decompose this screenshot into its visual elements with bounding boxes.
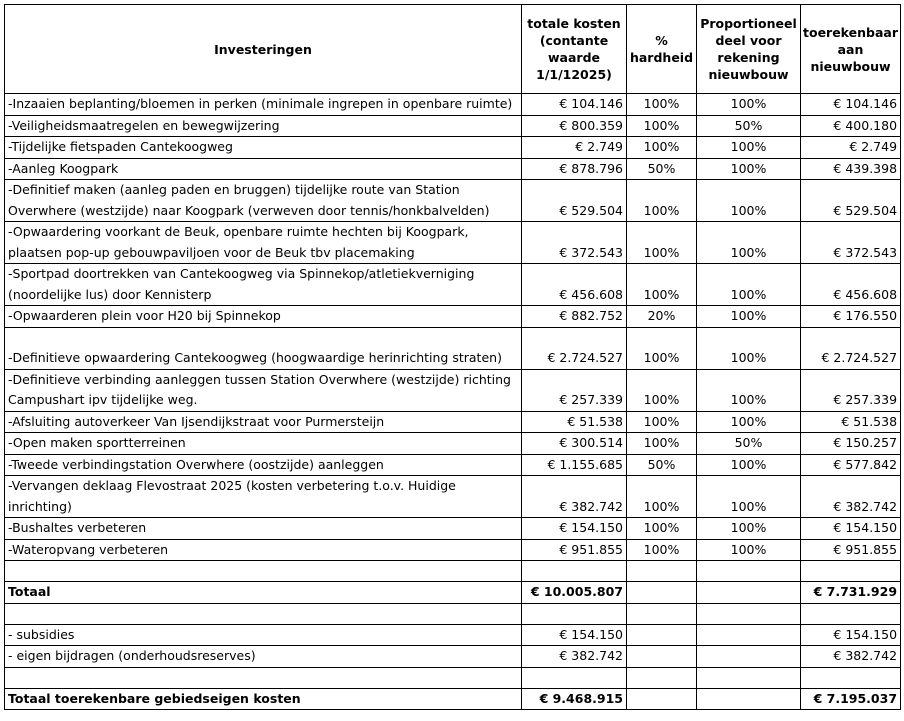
row-kosten: € 382.742 [522, 476, 627, 518]
table-row [5, 264, 901, 306]
totaal-kosten: € 10.005.807 [522, 582, 627, 604]
row-toerekenbaar: € 439.398 [801, 158, 901, 180]
row-hardheid: 100% [627, 369, 697, 411]
row-proportioneel: 100% [697, 222, 801, 264]
table-row [5, 411, 901, 433]
row-proportioneel: 100% [697, 180, 801, 222]
row-proportioneel: 100% [697, 518, 801, 540]
row-hardheid: 100% [627, 137, 697, 159]
table-row [5, 158, 901, 180]
row-kosten: € 257.339 [522, 369, 627, 411]
row-description: -Open maken sportterreinen [5, 433, 522, 455]
row-kosten: € 51.538 [522, 411, 627, 433]
row-proportioneel: 100% [697, 476, 801, 518]
row-description: -Afsluiting autoverkeer Van Ijsendijkstraat voor Purmersteijn [5, 411, 522, 433]
subsidies-kosten: € 154.150 [522, 624, 627, 646]
row-proportioneel: 100% [697, 264, 801, 306]
row-hardheid: 50% [627, 454, 697, 476]
row-kosten: € 882.752 [522, 306, 627, 328]
header-investeringen: Investeringen [5, 5, 522, 94]
row-description: -Inzaaien beplanting/bloemen in perken (minimale ingrepen in openbare ruimte) [5, 94, 522, 116]
row-toerekenbaar: € 456.608 [801, 264, 901, 306]
row-toerekenbaar: € 2.749 [801, 137, 901, 159]
empty-row [5, 561, 901, 582]
header-toerekenbaar: toerekenbaar aan nieuwbouw [801, 5, 901, 94]
eind-toerekenbaar: € 7.195.037 [801, 688, 901, 710]
table-row [5, 137, 901, 159]
row-description: -Vervangen deklaag Flevostraat 2025 (kosten verbetering t.o.v. Huidige inrichting) [5, 476, 522, 518]
row-hardheid: 100% [627, 518, 697, 540]
table-row [5, 94, 901, 116]
row-hardheid: 100% [627, 327, 697, 369]
row-kosten: € 300.514 [522, 433, 627, 455]
row-description: -Bushaltes verbeteren [5, 518, 522, 540]
row-proportioneel: 50% [697, 115, 801, 137]
row-proportioneel: 100% [697, 158, 801, 180]
empty-row [5, 667, 901, 688]
row-proportioneel: 100% [697, 327, 801, 369]
header-totale-kosten: totale kosten (contante waarde 1/1/12025) [522, 5, 627, 94]
row-proportioneel: 100% [697, 454, 801, 476]
table-row [5, 454, 901, 476]
row-toerekenbaar: € 951.855 [801, 539, 901, 561]
row-kosten: € 529.504 [522, 180, 627, 222]
row-kosten: € 951.855 [522, 539, 627, 561]
row-hardheid: 100% [627, 264, 697, 306]
row-description: -Veiligheidsmaatregelen en bewegwijzering [5, 115, 522, 137]
row-proportioneel: 100% [697, 306, 801, 328]
row-kosten: € 800.359 [522, 115, 627, 137]
table-row [5, 306, 901, 328]
row-kosten: € 2.724.527 [522, 327, 627, 369]
table-row [5, 180, 901, 222]
row-description: -Aanleg Koogpark [5, 158, 522, 180]
header-proportioneel: Proportioneel deel voor rekening nieuwbouw [697, 5, 801, 94]
eigen-kosten: € 382.742 [522, 646, 627, 668]
row-proportioneel: 100% [697, 539, 801, 561]
row-kosten: € 154.150 [522, 518, 627, 540]
row-proportioneel: 50% [697, 433, 801, 455]
eindtotaal-row [5, 688, 901, 710]
row-toerekenbaar: € 529.504 [801, 180, 901, 222]
table-row [5, 369, 901, 411]
row-hardheid: 100% [627, 180, 697, 222]
subsidies-toerekenbaar: € 154.150 [801, 624, 901, 646]
eigen-toerekenbaar: € 382.742 [801, 646, 901, 668]
eigen-label: - eigen bijdragen (onderhoudsreserves) [5, 646, 522, 668]
row-proportioneel: 100% [697, 411, 801, 433]
row-description: -Tijdelijke fietspaden Cantekoogweg [5, 137, 522, 159]
eigen-bijdragen-row [5, 646, 901, 668]
row-hardheid: 100% [627, 115, 697, 137]
row-description: -Definitieve opwaardering Cantekoogweg (hoogwaardige herinrichting straten) [5, 327, 522, 369]
investment-table [4, 4, 901, 710]
row-toerekenbaar: € 382.742 [801, 476, 901, 518]
row-hardheid: 100% [627, 476, 697, 518]
row-proportioneel: 100% [697, 137, 801, 159]
row-toerekenbaar: € 51.538 [801, 411, 901, 433]
header-hardheid: % hardheid [627, 5, 697, 94]
row-description: -Tweede verbindingstation Overwhere (oostzijde) aanleggen [5, 454, 522, 476]
row-kosten: € 372.543 [522, 222, 627, 264]
table-row [5, 115, 901, 137]
row-toerekenbaar: € 372.543 [801, 222, 901, 264]
row-toerekenbaar: € 176.550 [801, 306, 901, 328]
row-toerekenbaar: € 104.146 [801, 94, 901, 116]
row-hardheid: 50% [627, 158, 697, 180]
table-row [5, 476, 901, 518]
table-row [5, 433, 901, 455]
eind-label: Totaal toerekenbare gebiedseigen kosten [5, 688, 522, 710]
totaal-row [5, 582, 901, 604]
row-description: -Opwaarderen plein voor H20 bij Spinnekop [5, 306, 522, 328]
row-hardheid: 20% [627, 306, 697, 328]
row-toerekenbaar: € 2.724.527 [801, 327, 901, 369]
row-toerekenbaar: € 577.842 [801, 454, 901, 476]
row-kosten: € 456.608 [522, 264, 627, 306]
row-toerekenbaar: € 257.339 [801, 369, 901, 411]
row-description: -Opwaardering voorkant de Beuk, openbare ruimte hechten bij Koogpark, plaatsen pop-up gebouwpaviljoen voor de Beuk tbv placemaking [5, 222, 522, 264]
row-proportioneel: 100% [697, 94, 801, 116]
row-description: -Definitieve verbinding aanleggen tussen Station Overwhere (westzijde) richting Campushart ipv tijdelijke weg. [5, 369, 522, 411]
row-description: -Sportpad doortrekken van Cantekoogweg via Spinnekop/atletiekverniging (noordelijke lus) door Kennisterp [5, 264, 522, 306]
row-kosten: € 878.796 [522, 158, 627, 180]
empty-row [5, 603, 901, 624]
totaal-label: Totaal [5, 582, 522, 604]
row-toerekenbaar: € 150.257 [801, 433, 901, 455]
row-toerekenbaar: € 400.180 [801, 115, 901, 137]
row-hardheid: 100% [627, 539, 697, 561]
row-kosten: € 2.749 [522, 137, 627, 159]
row-kosten: € 1.155.685 [522, 454, 627, 476]
row-hardheid: 100% [627, 222, 697, 264]
table-row [5, 539, 901, 561]
totaal-toerekenbaar: € 7.731.929 [801, 582, 901, 604]
row-toerekenbaar: € 154.150 [801, 518, 901, 540]
table-row [5, 327, 901, 369]
table-row [5, 518, 901, 540]
header-row [5, 5, 901, 94]
eind-kosten: € 9.468.915 [522, 688, 627, 710]
row-proportioneel: 100% [697, 369, 801, 411]
row-hardheid: 100% [627, 411, 697, 433]
row-hardheid: 100% [627, 433, 697, 455]
row-description: -Definitief maken (aanleg paden en bruggen) tijdelijke route van Station Overwhere (westzijde) naar Koogpark (verweven door tennis/honkbalvelden) [5, 180, 522, 222]
row-hardheid: 100% [627, 94, 697, 116]
row-kosten: € 104.146 [522, 94, 627, 116]
table-row [5, 222, 901, 264]
subsidies-label: - subsidies [5, 624, 522, 646]
row-description: -Wateropvang verbeteren [5, 539, 522, 561]
subsidies-row [5, 624, 901, 646]
